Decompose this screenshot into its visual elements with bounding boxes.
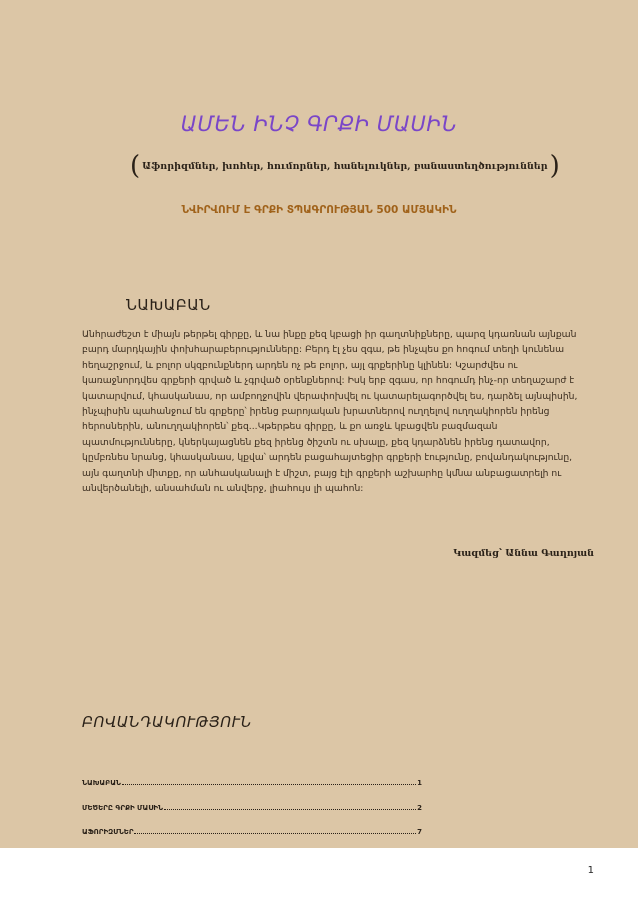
toc-entry-page: 2 xyxy=(417,803,422,812)
toc-entry-preface[interactable] xyxy=(82,776,422,787)
toc-entry-page: 7 xyxy=(417,828,422,836)
toc-entry-label: ԱՖՈՐԻԶՄՆԵՐ xyxy=(82,828,134,836)
toc-entry-label: ՄԵԾԵՐԸ ԳՐՔԻ ՄԱՍԻՆ xyxy=(82,803,163,812)
document-title: ԱՄԵՆ ԻՆՉ ԳՐՔԻ ՄԱՍԻՆ xyxy=(180,112,458,136)
toc-leader-dots xyxy=(164,801,416,810)
subtitle-close-paren: ) xyxy=(549,151,560,181)
preface-body: Անհրաժեշտ է միայն թերթել գիրքը, և նա ինքը քեզ կբացի իր գաղտնիքները, պարզ կդառնան այնքան բարդ մարդկային փոխհարաբերությունները: Բերդ էլ չես զգա, թե ինչպես քո հոգում տեղի կունենա հեղաշրջում, և բոլոր սկզբունքներդ արդեն ոչ թե բոլոր, այլ գրքերինը կլինեն: Կշարժվես ու կառաջնորդվես գրքերի գրված և չգրված օրենքներով: Իսկ երբ զգաս, որ հոգումդ ինչ-որ տեղաշարժ է կատարվում, կհասկանաս, որ ամբողջովին վերափոխվել ու կատարելագործվել ես, դարձել այնպիսին, ինչպիսին պահանջում են գրքերը՝ իրենց բարոյական խրատներով ուղղելով ուղղակիորեն իրենց հերոսներին, անուղղակիորեն՝ քեզ...Կթերթես գիրքը, և քո առջև կբացվեն բազմազան պատմությունները, կներկայացնեն քեզ իրենց ծիշտն ու սխալը, քեզ կդարձնեն իրենց դատավոր, կըմբռնես նրանց, կհասկանաս, կքվա՝ արդեն բացահայտեցիր գրքերի էությունը, բովանդակությունը, այն գաղտնի միտքը, որ անհասկանալի է միշտ, բայց էլի գրքերի աշխարհը կմնա անբացատրելի ու անվերծանելի, անսահման ու անվերջ, լիահույս լի պահոն: xyxy=(82,329,578,495)
compiler-signature: Կազմեց՝ Աննա Գաղոյան xyxy=(453,548,594,559)
toc-entry-label: ՆԱԽԱԲԱՆ xyxy=(82,779,121,787)
toc-entry-aphorisms[interactable] xyxy=(82,825,422,836)
toc-leader-dots xyxy=(122,776,416,785)
toc-entry-page: 1 xyxy=(417,779,422,787)
toc-leader-dots xyxy=(134,825,416,834)
table-of-contents xyxy=(82,776,422,850)
subtitle-open-paren: ( xyxy=(130,151,141,181)
subtitle-text: Աֆորիզմներ, խոհեր, հումորներ, հանելուկներ, բանաստեղծություններ xyxy=(142,160,548,172)
page-number: 1 xyxy=(587,865,594,876)
toc-entry-greats-about-books[interactable] xyxy=(82,801,422,812)
preface-heading: ՆԱԽԱԲԱՆ xyxy=(126,296,211,314)
document-subtitle xyxy=(130,151,560,181)
toc-heading: ԲՈՎԱՆԴԱԿՈՒԹՅՈՒՆ xyxy=(82,713,252,731)
dedication-banner: ՆՎԻՐՎՈՒՄ Է ԳՐՔԻ ՏՊԱԳՐՈՒԹՅԱՆ 500 ԱՄՅԱԿԻՆ xyxy=(181,204,457,216)
